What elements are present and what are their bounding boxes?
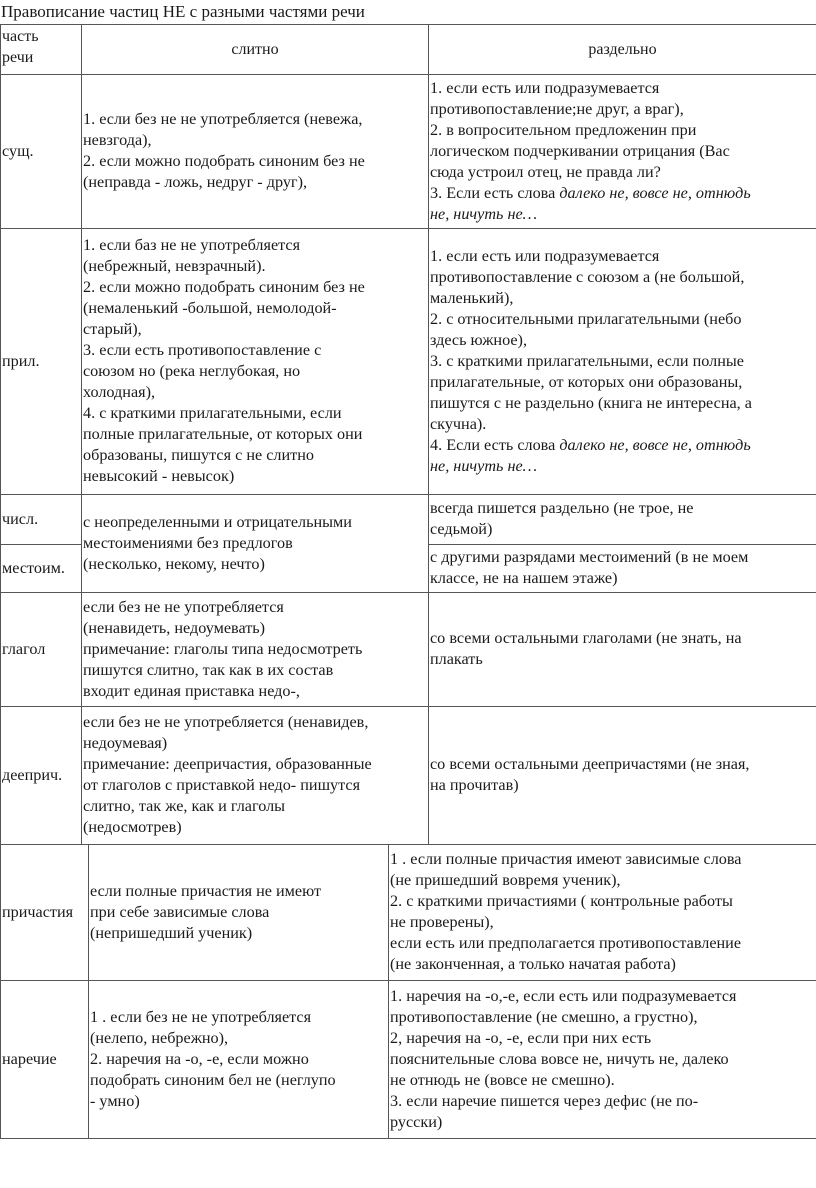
row-participle (1, 845, 816, 981)
row-label: наречие (1, 981, 89, 1139)
header-separate: раздельно (429, 25, 816, 75)
row-label: дееприч. (1, 707, 82, 845)
row-label: прил. (1, 229, 82, 495)
header-row (1, 25, 816, 75)
rule-separate: 1. наречия на -о,-е, если есть или подразумевается противопоставление (не смешно, а грустно), 2, наречия на -о, -е, если при них есть пояснительные слова вовсе не, ничуть не, далеко не отнюдь не (вовсе не смешно). 3. если наречие пишется через дефис (не по- русски) (389, 981, 816, 1139)
rule-together: 1 . если без не не употребляется (нелепо, небрежно), 2. наречия на -о, -е, если можно подобрать синоним бел не (неглупо - умно) (89, 981, 389, 1139)
rule-separate: со всеми остальными глаголами (не знать, на плакать (429, 593, 816, 707)
rule-separate: 1. если есть или подразумевается противопоставление с союзом а (не большой, маленький), 2. с относительными прилагательными (небо здесь южное), 3. с краткими прилагательными, если полные прилагательные, от которых они образованы, пишутся с не раздельно (книга не интересна, а скучна). 4. Если есть слова далеко не, вовсе не, отнюдь не, ничуть не… (429, 229, 816, 495)
rule-together-num-pron: с неопределенными и отрицательными местоимениями без предлогов (несколько, некому, нечто) (82, 495, 429, 593)
row-verb (1, 593, 816, 707)
rule-together: если полные причастия не имеют при себе зависимые слова (непришедший ученик) (89, 845, 389, 981)
rule-separate: всегда пишется раздельно (не трое, не седьмой) (429, 495, 816, 545)
rule-separate: со всеми остальными деепричастями (не зная, на прочитав) (429, 707, 816, 845)
rule-separate: с другими разрядами местоимений (в не моем классе, не на нашем этаже) (429, 545, 816, 593)
row-label: местоим. (1, 545, 82, 593)
rule-together: 1. если баз не не употребляется (небрежный, невзрачный). 2. если можно подобрать синоним без не (немаленький -большой, немолодой- старый), 3. если есть противопоставление с союзом но (река неглубокая, но холодная), 4. с краткими прилагательными, если полные прилагательные, от которых они образованы, пишутся с не слитно невысокий - невысок) (82, 229, 429, 495)
row-gerund (1, 707, 816, 845)
row-noun (1, 75, 816, 229)
rule-separate: 1 . если полные причастия имеют зависимые слова (не пришедший вовремя ученик), 2. с краткими причастиями ( контрольные работы не проверены), если есть или предполагается противопоставление (не законченная, а только начатая работа) (389, 845, 816, 981)
row-label: числ. (1, 495, 82, 545)
row-label: причастия (1, 845, 89, 981)
rule-together: 1. если без не не употребляется (невежа, невзгода), 2. если можно подобрать синоним без не (неправда - ложь, недруг - друг), (82, 75, 429, 229)
row-adverb (1, 981, 816, 1139)
page-title: Правописание частиц НЕ с разными частями речи (1, 2, 365, 21)
rule-separate: 1. если есть или подразумевается противопоставление;не друг, а враг), 2. в вопросительном предложенин при логическом подчеркивании отрицания (Вас сюда устроил отец, не правда ли? 3. Если есть слова далеко не, вовсе не, отнюдь не, ничуть не… (429, 75, 816, 229)
header-together: слитно (82, 25, 429, 75)
rules-table-secondary (0, 844, 816, 1139)
rules-table-main (0, 24, 816, 845)
row-label: глагол (1, 593, 82, 707)
row-label: сущ. (1, 75, 82, 229)
rule-together: если без не не употребляется (ненавидеть, недоумевать) примечание: глаголы типа недосмотреть пишутся слитно, так как в их состав входит единая приставка недо-, (82, 593, 429, 707)
row-adjective (1, 229, 816, 495)
header-part-of-speech: часть речи (1, 25, 82, 75)
rule-together: если без не не употребляется (ненавидев, недоумевая) примечание: деепричастия, образованные от глаголов с приставкой недо- пишутся слитно, так же, как и глаголы (недосмотрев) (82, 707, 429, 845)
row-numeral (1, 495, 816, 545)
